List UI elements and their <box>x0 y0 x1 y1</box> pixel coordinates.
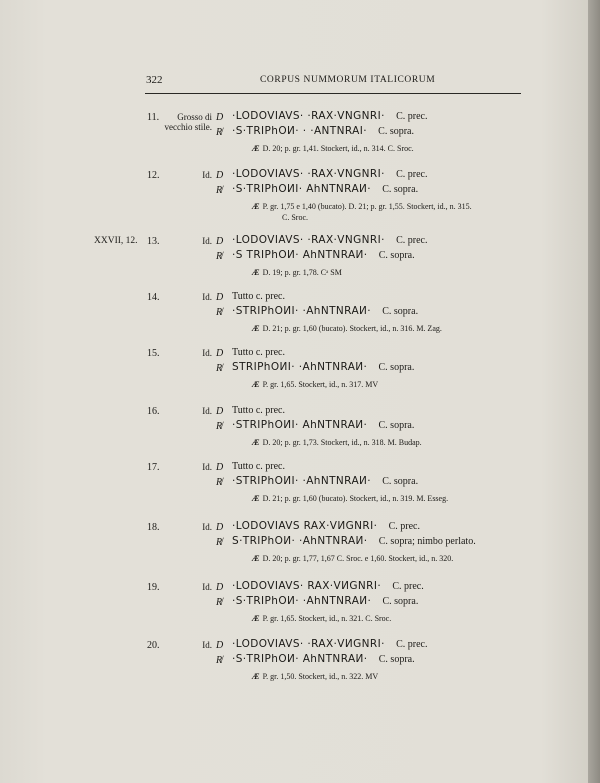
coin-details <box>252 672 378 681</box>
obverse-mark: D <box>216 640 224 651</box>
obverse-mark: D <box>216 406 224 417</box>
coin-data: P. gr. 1,75 e 1,40 (bucato). D. 21; p. gr. 1,55. Stockert, id., n. 315. <box>262 202 472 211</box>
reverse-description: C. sopra. <box>382 596 419 607</box>
reverse-legend: ·S·TRIPhOИ· ·AhNTNRAИ· <box>232 595 372 607</box>
obverse-line <box>232 520 420 532</box>
obverse-line <box>232 404 285 416</box>
obverse-legend: ·LODOVIAVS· ·RAX·VNGNRI· <box>232 234 385 246</box>
reverse-mark: R̸ <box>216 597 223 608</box>
reverse-mark: R̸ <box>216 537 223 548</box>
obverse-line <box>232 110 427 122</box>
coin-type: Id. <box>202 292 212 302</box>
reverse-legend: ·STRIPhOИI· ·AhNTNRAИ· <box>232 475 372 487</box>
reverse-mark: R̸ <box>216 421 223 432</box>
metal-mark: Æ <box>252 324 260 333</box>
header-rule <box>145 93 521 94</box>
reverse-line <box>232 249 415 261</box>
reverse-description: C. sopra. <box>378 126 414 137</box>
reverse-description: C. sopra. <box>382 184 419 195</box>
obverse-mark: D <box>216 582 224 593</box>
coin-type: Id. <box>202 236 212 246</box>
obverse-legend: ·LODOVIAVS RAX·VИGNRI· <box>232 520 378 532</box>
coin-details <box>252 438 422 447</box>
reverse-line <box>232 535 476 547</box>
entry-number: 20. <box>147 640 160 651</box>
obverse-description: C. prec. <box>392 581 424 592</box>
coin-details-cont: C. Sroc. <box>282 213 308 222</box>
reverse-mark: R̸ <box>216 655 223 666</box>
metal-mark: Æ <box>252 614 260 623</box>
entry-number: 13. <box>147 236 160 247</box>
obverse-description: C. prec. <box>388 521 420 532</box>
obverse-legend: ·LODOVIAVS· ·RAX·VNGNRI· <box>232 168 385 180</box>
page-header <box>0 74 588 94</box>
reverse-line <box>232 305 418 317</box>
entry-number: 15. <box>147 348 160 359</box>
reverse-description: C. sopra. <box>378 654 415 665</box>
reverse-legend: S·TRIPhOИ· ·AhNTNRAИ· <box>232 535 368 547</box>
coin-type: Id. <box>202 170 212 180</box>
coin-data: D. 21; p. gr. 1,60 (bucato). Stockert, id., n. 319. M. Esseg. <box>262 494 449 503</box>
reverse-line <box>232 595 418 607</box>
coin-data: P. gr. 1,65. Stockert, id., n. 317. MV <box>262 380 379 389</box>
reverse-line <box>232 183 418 195</box>
entry-number: 14. <box>147 292 160 303</box>
obverse-description: C. prec. <box>396 169 428 180</box>
reverse-line <box>232 653 415 665</box>
coin-type: Id. <box>202 640 212 650</box>
obverse-description: Tutto c. prec. <box>232 291 285 302</box>
reverse-mark: R̸ <box>216 363 223 374</box>
entry-number: 19. <box>147 582 160 593</box>
metal-mark: Æ <box>252 202 260 211</box>
reverse-line <box>232 125 414 137</box>
metal-mark: Æ <box>252 438 260 447</box>
obverse-legend: ·LODOVIAVS· RAX·VИGNRI· <box>232 580 382 592</box>
entry-number: 16. <box>147 406 160 417</box>
obverse-description: Tutto c. prec. <box>232 347 285 358</box>
reverse-legend: ·STRIPhOИI· AhNTNRAИ· <box>232 419 368 431</box>
coin-details <box>252 494 448 503</box>
obverse-line <box>232 346 285 358</box>
coin-data: D. 19; p. gr. 1,78. Cᵃ SM <box>262 268 342 277</box>
coin-type: Id. <box>202 522 212 532</box>
obverse-line <box>232 580 424 592</box>
reverse-mark: R̸ <box>216 477 223 488</box>
obverse-line <box>232 638 427 650</box>
metal-mark: Æ <box>252 268 260 277</box>
obverse-description: C. prec. <box>396 235 428 246</box>
obverse-line <box>232 168 427 180</box>
obverse-line <box>232 234 427 246</box>
coin-data: D. 20; p. gr. 1,77, 1,67 C. Sroc. e 1,60. Stockert, id., n. 320. <box>262 554 454 563</box>
coin-data: D. 21; p. gr. 1,60 (bucato). Stockert, id., n. 316. M. Zag. <box>262 324 442 333</box>
running-title: CORPUS NUMMORUM ITALICORUM <box>260 75 436 85</box>
coin-data: D. 20; p. gr. 1,73. Stockert, id., n. 318. M. Budap. <box>262 438 422 447</box>
reverse-description: C. sopra. <box>378 250 415 261</box>
coin-type: Id. <box>202 582 212 592</box>
coin-details <box>252 554 453 563</box>
reverse-description: C. sopra. <box>378 420 415 431</box>
obverse-description: C. prec. <box>396 639 428 650</box>
reverse-description: C. sopra. <box>378 362 415 373</box>
reverse-mark: R̸ <box>216 251 223 262</box>
metal-mark: Æ <box>252 672 260 681</box>
coin-type: Id. <box>202 462 212 472</box>
obverse-mark: D <box>216 462 224 473</box>
obverse-line <box>232 460 285 472</box>
obverse-description: Tutto c. prec. <box>232 461 285 472</box>
coin-details <box>252 144 414 153</box>
metal-mark: Æ <box>252 144 260 153</box>
reverse-description: C. sopra; nimbo perlato. <box>378 536 476 547</box>
book-spine-edge <box>588 0 600 783</box>
coin-data: P. gr. 1,65. Stockert, id., n. 321. C. Sroc. <box>262 614 392 623</box>
reverse-legend: ·S·TRIPhOИ· AhNTNRAИ· <box>232 653 368 665</box>
coin-type: Id. <box>202 348 212 358</box>
obverse-mark: D <box>216 522 224 533</box>
coin-details <box>252 324 442 333</box>
entry-number: 12. <box>147 170 160 181</box>
obverse-mark: D <box>216 236 224 247</box>
obverse-mark: D <box>216 292 224 303</box>
reverse-description: C. sopra. <box>382 306 419 317</box>
page-number: 322 <box>146 74 163 86</box>
reverse-mark: R̸ <box>216 127 223 138</box>
obverse-line <box>232 290 285 302</box>
reverse-line <box>232 475 418 487</box>
reverse-line <box>232 419 414 431</box>
coin-data: D. 20; p. gr. 1,41. Stockert, id., n. 314. C. Sroc. <box>262 144 414 153</box>
reverse-line <box>232 361 414 373</box>
obverse-description: Tutto c. prec. <box>232 405 285 416</box>
coin-details <box>252 614 391 623</box>
reverse-legend: STRIPhOИI· ·AhNTNRAИ· <box>232 361 368 373</box>
obverse-description: C. prec. <box>396 111 428 122</box>
coin-type: Id. <box>202 406 212 416</box>
reverse-legend: ·S·TRIPhOИ· · ·ANTNRAI· <box>232 125 367 137</box>
entry-number: 11. <box>147 112 160 123</box>
metal-mark: Æ <box>252 494 260 503</box>
reverse-description: C. sopra. <box>382 476 419 487</box>
obverse-mark: D <box>216 112 224 123</box>
obverse-legend: ·LODOVIAVS· ·RAX·VNGNRI· <box>232 110 385 122</box>
metal-mark: Æ <box>252 380 260 389</box>
coin-details <box>252 268 342 277</box>
reverse-mark: R̸ <box>216 185 223 196</box>
entry-number: 18. <box>147 522 160 533</box>
metal-mark: Æ <box>252 554 260 563</box>
coin-details <box>252 202 472 211</box>
obverse-mark: D <box>216 348 224 359</box>
plate-reference: XXVII, 12. <box>94 236 138 246</box>
reverse-mark: R̸ <box>216 307 223 318</box>
entry-number: 17. <box>147 462 160 473</box>
coin-details <box>252 380 378 389</box>
obverse-mark: D <box>216 170 224 181</box>
reverse-legend: ·S·TRIPhOИI· AhNTNRAИ· <box>232 183 372 195</box>
reverse-legend: ·S TRIPhOИ· AhNTNRAИ· <box>232 249 368 261</box>
coin-data: P. gr. 1,50. Stockert, id., n. 322. MV <box>262 672 379 681</box>
reverse-legend: ·STRIPhOИI· ·AhNTNRAИ· <box>232 305 372 317</box>
obverse-legend: ·LODOVIAVS· ·RAX·VИGNRI· <box>232 638 385 650</box>
coin-type: Grosso di vecchio stile. <box>164 112 212 132</box>
